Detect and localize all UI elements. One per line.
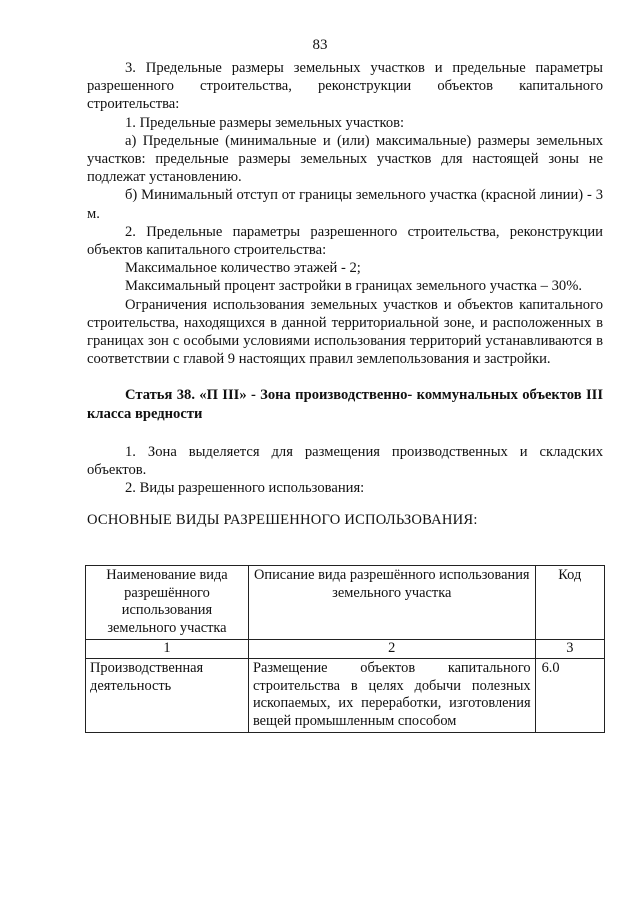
article-heading: Статья 38. «П III» - Зона производственно- коммунальных объектов III класса вредности: [87, 387, 603, 422]
header-cell-name: Наименование вида разрешённого использования земельного участка: [86, 566, 249, 640]
table-header-row: [86, 566, 605, 640]
paragraph-restrictions: Ограничения использования земельных участков и объектов капитального строительства, находящихся в данной территориальной зоне, и расположенных в границах зон с особыми условиями использования территорий устанавливаются в соответствии с главой 9 настоящих правил землепользования и застройки.: [87, 296, 603, 368]
page-number: 83: [312, 37, 328, 53]
paragraph-limit-sizes: 3. Предельные размеры земельных участков и предельные параметры разрешенного строительства, реконструкции объектов капитального строительства:: [87, 60, 603, 113]
paragraph-zone-purpose: 1. Зона выделяется для размещения производственных и складских объектов.: [87, 443, 603, 479]
paragraph-construction-params: 2. Предельные параметры разрешенного строительства, реконструкции объектов капитального строительства:: [87, 223, 603, 259]
column-number-2: 2: [248, 640, 535, 659]
table-column-numbers-row: [86, 640, 605, 659]
paragraph-min-offset: б) Минимальный отступ от границы земельного участка (красной линии) - 3 м.: [87, 187, 603, 222]
permitted-uses-table: [85, 565, 605, 733]
page-content: [87, 59, 603, 530]
cell-use-description: Размещение объектов капитального строительства в целях добычи полезных ископаемых, их переработки, изготовления вещей промышленным способом: [248, 658, 535, 732]
column-number-1: 1: [86, 640, 249, 659]
paragraph-min-max-sizes: а) Предельные (минимальные и (или) максимальные) размеры земельных участков: предельные размеры земельных участков для настоящей зоны не подлежат установлению.: [87, 132, 603, 186]
paragraph-permitted-uses: 2. Виды разрешенного использования:: [125, 480, 365, 497]
table-title: ОСНОВНЫЕ ВИДЫ РАЗРЕШЕННОГО ИСПОЛЬЗОВАНИЯ:: [87, 512, 478, 529]
header-cell-code: Код: [535, 566, 604, 640]
column-number-3: 3: [535, 640, 604, 659]
cell-use-code: 6.0: [535, 658, 604, 732]
paragraph-max-coverage: Максимальный процент застройки в границах земельного участка – 30%.: [125, 278, 583, 295]
cell-use-name: Производственная деятельность: [86, 658, 249, 732]
header-cell-description: Описание вида разрешённого использования земельного участка: [248, 566, 535, 640]
table-row: [86, 658, 605, 732]
paragraph-max-floors: Максимальное количество этажей - 2;: [125, 260, 361, 277]
paragraph-plot-sizes: 1. Предельные размеры земельных участков:: [125, 114, 405, 131]
